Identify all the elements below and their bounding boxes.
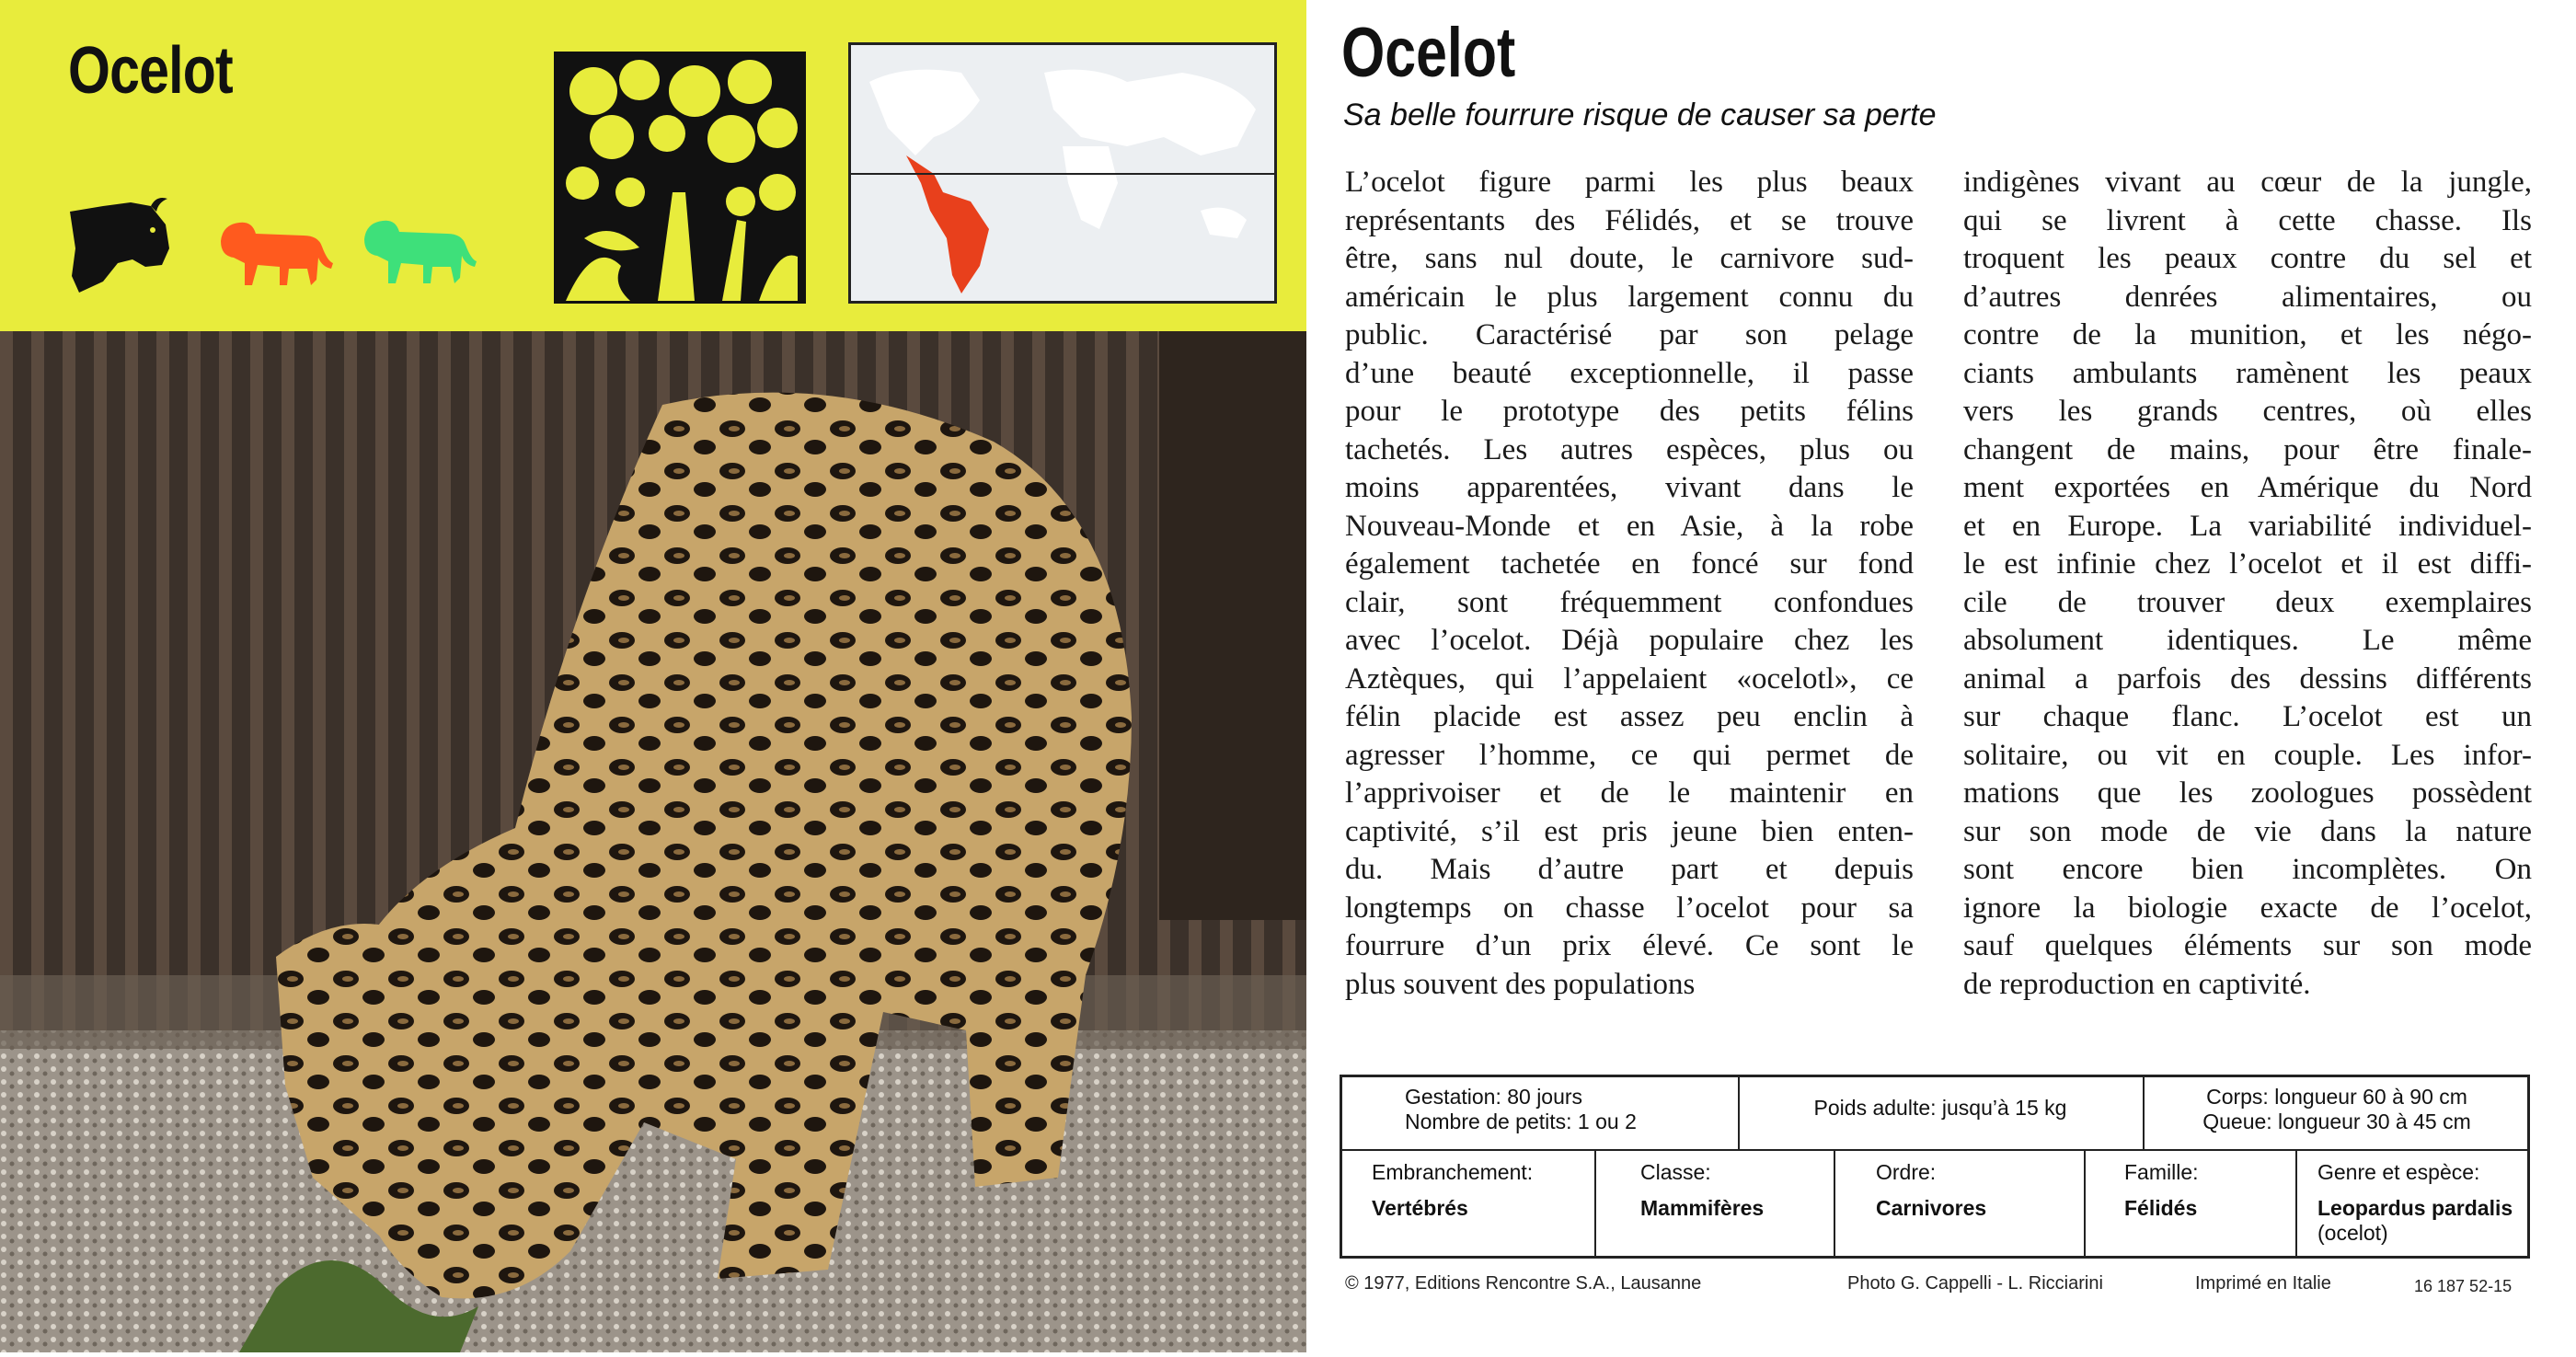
text-line: troquent les peaux contre du sel et — [1963, 242, 2532, 275]
text-line: contre de la munition, et les négo- — [1963, 318, 2532, 351]
buffalo-icon — [66, 193, 177, 304]
text-line: être, sans nul doute, le carnivore sud- — [1345, 242, 1914, 275]
body-column-2 — [1963, 164, 2532, 1004]
classification-icons — [66, 193, 489, 304]
text-line: tachetés. Les autres espèces, plus ou — [1345, 432, 1914, 466]
text-line: plus souvent des populations — [1345, 967, 1696, 1001]
text-line: absolument identiques. Le même — [1963, 624, 2532, 657]
ocelot-photo-icon — [0, 331, 1306, 1352]
text-line: changent de mains, pour être finale- — [1963, 432, 2532, 466]
text-line: agresser l’homme, ce qui permet de — [1345, 738, 1914, 772]
text-line: qui se livrent à cette chasse. Ils — [1963, 203, 2532, 237]
text-line: ment exportées en Amérique du Nord — [1963, 471, 2532, 504]
printed-in: Imprimé en Italie — [2195, 1273, 2331, 1294]
text-line: d’une beauté exceptionnelle, il passe — [1345, 356, 1914, 390]
table-divider — [1834, 1149, 1835, 1259]
page-title: Ocelot — [1341, 14, 1516, 92]
order-label: Ordre: — [1876, 1160, 1937, 1184]
family-label: Famille: — [2124, 1160, 2199, 1184]
text-line: pour le prototype des petits félins — [1345, 395, 1914, 428]
text-line: américain le plus largement connu du — [1345, 280, 1914, 314]
copyright: © 1977, Editions Rencontre S.A., Lausanne — [1345, 1273, 1702, 1294]
species-label: Genre et espèce: — [2317, 1160, 2480, 1184]
gestation: Gestation: 80 jours — [1405, 1085, 1583, 1109]
text-line: fourrure d’un prix élevé. Ce sont le — [1345, 929, 1914, 962]
class-label: Classe: — [1640, 1160, 1711, 1184]
text-line: représentants des Félidés, et se trouve — [1345, 203, 1914, 237]
text-line: ciants ambulants ramènent les peaux — [1963, 356, 2532, 390]
text-line: Aztèques, qui l’appelaient «ocelotl», ce — [1345, 661, 1914, 696]
text-line: clair, sont fréquemment confondues — [1345, 585, 1914, 619]
text-line: sur chaque flanc. L’ocelot est un — [1963, 700, 2532, 733]
photo-credit: Photo G. Cappelli - L. Ricciarini — [1847, 1273, 2103, 1294]
phylum-cell — [1372, 1149, 1593, 1259]
text-line: vers les grands centres, où elles — [1963, 395, 2532, 428]
card-code: 16 187 52-15 — [2414, 1277, 2513, 1295]
species-common-name: (ocelot) — [2317, 1221, 2388, 1245]
left-title: Ocelot — [68, 34, 233, 108]
text-line: captivité, s’il est pris jeune bien enten- — [1345, 814, 1914, 848]
species-cell — [2317, 1149, 2529, 1259]
lion-icon — [359, 213, 478, 296]
litter-size: Nombre de petits: 1 ou 2 — [1405, 1110, 1637, 1133]
text-line: moins apparentées, vivant dans le — [1345, 471, 1914, 504]
world-map-icon — [851, 45, 1274, 301]
body-column-1 — [1345, 164, 1914, 1004]
text-line: le est infinie chez l’ocelot et il est diffi- — [1963, 547, 2532, 581]
subtitle: Sa belle fourrure risque de causer sa perte — [1343, 98, 1937, 132]
text-line: de reproduction en captivité. — [1963, 967, 2311, 1001]
ocelot-photo — [0, 331, 1306, 1352]
weight-cell — [1740, 1077, 2141, 1149]
adult-weight: Poids adulte: jusqu’à 15 kg — [1813, 1096, 2067, 1120]
distribution-map — [848, 42, 1277, 304]
text-line: d’autres denrées alimentaires, ou — [1963, 280, 2532, 314]
table-divider — [1594, 1149, 1596, 1259]
habitat-illustration — [554, 52, 806, 304]
text-line: et en Europe. La variabilité individuel- — [1963, 509, 2532, 543]
family-cell — [2124, 1149, 2294, 1259]
text-line: solitaire, ou vit en couple. Les infor- — [1963, 738, 2532, 772]
text-line: Nouveau-Monde et en Asie, à la robe — [1345, 509, 1914, 543]
text-line: du. Mais d’autre part et depuis — [1345, 853, 1914, 886]
family-value: Félidés — [2124, 1196, 2198, 1220]
gestation-cell — [1405, 1077, 1736, 1149]
text-line: sur son mode de vie dans la nature — [1963, 814, 2532, 848]
info-table — [1340, 1075, 2530, 1259]
text-line: longtemps on chasse l’ocelot pour sa — [1345, 891, 1914, 925]
text-line: l’apprivoiser et de le maintenir en — [1345, 776, 1914, 810]
text-line: mations que les zoologues possèdent — [1963, 776, 2532, 810]
text-line: ignore la biologie exacte de l’ocelot, — [1963, 891, 2532, 925]
body-length: Corps: longueur 60 à 90 cm — [2206, 1085, 2467, 1109]
text-line: félin placide est assez peu enclin à — [1345, 700, 1914, 733]
class-cell — [1640, 1149, 1832, 1259]
text-line: cile de trouver deux exemplaires — [1963, 585, 2532, 619]
jungle-icon — [557, 54, 803, 301]
class-value: Mammifères — [1640, 1196, 1765, 1220]
text-line: sont encore bien incomplètes. On — [1963, 853, 2532, 886]
lion-icon — [215, 215, 335, 298]
size-cell — [2145, 1077, 2529, 1149]
phylum-value: Vertébrés — [1372, 1196, 1468, 1220]
order-value: Carnivores — [1876, 1196, 1987, 1220]
text-line: avec l’ocelot. Déjà populaire chez les — [1345, 624, 1914, 657]
order-cell — [1876, 1149, 2082, 1259]
table-divider — [2295, 1149, 2297, 1259]
text-line: également tachetée en foncé sur fond — [1345, 547, 1914, 581]
text-line: animal a parfois des dessins différents — [1963, 661, 2532, 696]
text-line: indigènes vivant au cœur de la jungle, — [1963, 166, 2532, 199]
phylum-label: Embranchement: — [1372, 1160, 1534, 1184]
text-line: public. Caractérisé par son pelage — [1345, 318, 1914, 351]
text-line: L’ocelot figure parmi les plus beaux — [1345, 166, 1914, 199]
species-value: Leopardus pardalis — [2317, 1196, 2513, 1220]
tail-length: Queue: longueur 30 à 45 cm — [2202, 1110, 2471, 1133]
text-line: sauf quelques éléments sur son mode — [1963, 929, 2532, 962]
table-divider — [2084, 1149, 2086, 1259]
